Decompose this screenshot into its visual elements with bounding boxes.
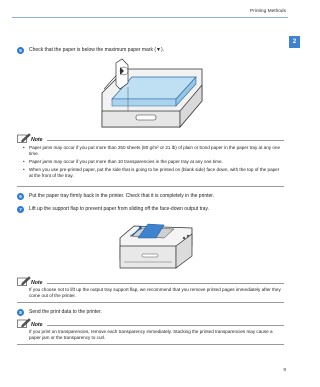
note-1-item: • Paper jams may occur if you put more than 250 sheets (80 g/m² or 21 lb) of plain or bond paper in the paper tray at any one time. xyxy=(23,145,281,156)
page-number: 9 xyxy=(283,368,286,373)
header-rule xyxy=(12,17,288,18)
note-3-end-rule xyxy=(17,344,284,345)
note-1-end-rule xyxy=(17,186,284,187)
bullet-dot-icon: • xyxy=(23,159,25,164)
note-pencil-icon xyxy=(17,318,31,328)
note-3-rule xyxy=(47,325,284,326)
note-1-rule xyxy=(47,140,284,141)
bullet-dot-icon: • xyxy=(23,145,25,150)
note-1-item: • When you use pre-printed paper, put the side that is going to be printed on (blank side) face down, with the top of the paper at the front of the tray. xyxy=(23,167,280,178)
bullet-dot-icon: • xyxy=(23,167,25,172)
note-pencil-icon xyxy=(17,133,31,143)
paper-tray-illustration xyxy=(98,57,206,133)
note-1-label: Note xyxy=(31,137,43,143)
note-2-label: Note xyxy=(31,280,43,286)
note-2-end-rule xyxy=(17,302,284,303)
chapter-tab: 2 xyxy=(289,36,300,48)
step-8-bullet: 8 xyxy=(17,309,24,316)
note-pencil-icon xyxy=(17,276,31,286)
printer-illustration xyxy=(112,216,198,276)
step-8-text: Send the print data to the printer. xyxy=(29,309,102,315)
step-7-bullet: 7 xyxy=(17,206,24,213)
step-5-text: Check that the paper is below the maximum paper mark (▼). xyxy=(29,47,165,53)
step-7-text: Lift up the support flap to prevent paper from sliding off the face-down output tray. xyxy=(29,206,209,212)
note-3-text: If you print on transparencies, remove each transparency immediately. Stacking the printed transparencies may cause a paper jam or the transparency to curl. xyxy=(29,329,273,340)
step-5-bullet: 5 xyxy=(17,47,24,54)
step-6-text: Put the paper tray firmly back in the printer. Check that it is completely in the printer. xyxy=(29,193,215,199)
step-6-bullet: 6 xyxy=(17,193,24,200)
note-2-text: If you choose not to lift up the output tray support flap, we recommend that you remove printed pages immediately after they come out of the printer. xyxy=(29,287,281,298)
running-header-title: Printing Methods xyxy=(250,9,286,14)
note-3-label: Note xyxy=(31,322,43,328)
note-2-rule xyxy=(47,283,284,284)
note-1-item: • Paper jams may occur if you put more than 10 transparencies in the paper tray at any one time. xyxy=(23,159,223,164)
